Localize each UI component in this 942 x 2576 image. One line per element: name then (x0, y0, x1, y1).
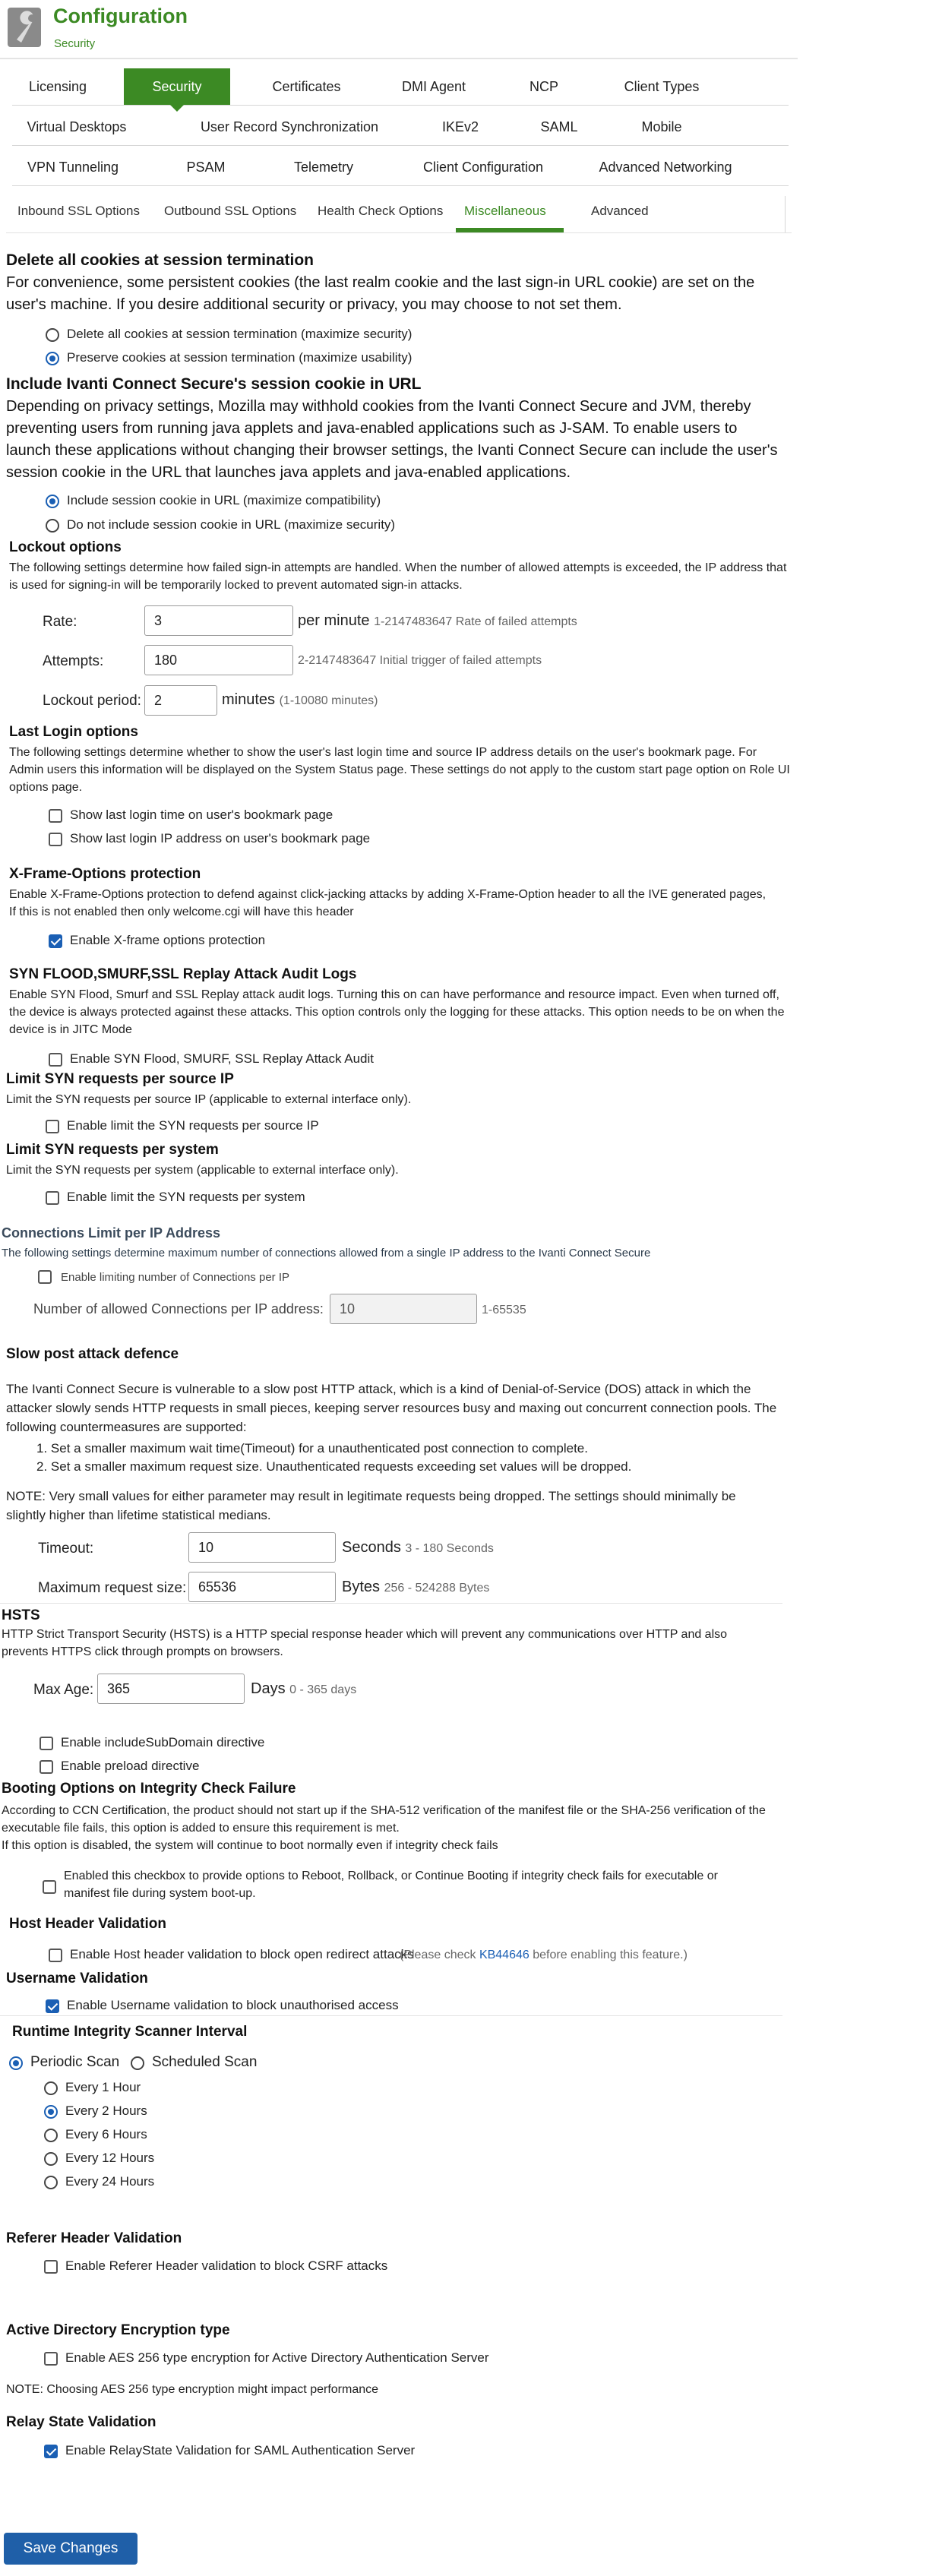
tab-security[interactable]: Security (124, 68, 230, 105)
preload-checkbox[interactable] (40, 1760, 53, 1774)
interval-label-12h: Every 12 Hours (65, 2151, 155, 2165)
delete-cookies-radio[interactable] (46, 328, 59, 342)
lockout-period-label: Lockout period: (43, 693, 141, 709)
interval-radio-12h[interactable] (44, 2152, 58, 2166)
host-header-checkbox[interactable] (49, 1949, 62, 1962)
username-validation-label: Enable Username validation to block unauthorised access (67, 1998, 399, 2012)
header-divider (0, 58, 798, 59)
rate-label: Rate: (43, 614, 77, 630)
slow-post-item-1: 1. Set a smaller maximum wait time(Timeout) for a unauthenticated post connection to complete. (36, 1441, 588, 1456)
slow-post-desc: The Ivanti Connect Secure is vulnerable to a slow post HTTP attack, which is a kind of Denial-of-Service (DOS) attack in which the attacker slowly sends HTTP requests in small pieces, keeping server resources busy and maxing out concurrent connection pools. The following countermeasures are supported: (6, 1382, 777, 1434)
referer-heading: Referer Header Validation (6, 2230, 182, 2246)
session-cookie-desc: Depending on privacy settings, Mozilla may withhold cookies from the Ivanti Connect Secure and JVM, thereby preventing users from running java applets and java-enabled applications such as J-SAM. To enable users to launch these applications without changing their browser settings, the Ivanti Connect Secure can include the user's session cookie in the URL that launches java applets and java-enabled applications. (6, 398, 778, 481)
xframe-checkbox[interactable] (49, 934, 62, 948)
exclude-session-cookie-radio[interactable] (46, 519, 59, 533)
xframe-heading: X-Frame-Options protection (9, 866, 201, 882)
booting-heading: Booting Options on Integrity Check Failure (2, 1781, 296, 1797)
preload-label: Enable preload directive (61, 1759, 200, 1773)
attempts-hint: 2-2147483647 Initial trigger of failed attempts (298, 654, 542, 667)
tab-ikev2[interactable]: IKEv2 (441, 119, 479, 134)
last-login-heading: Last Login options (9, 724, 138, 740)
periodic-scan-label: Periodic Scan (30, 2054, 120, 2070)
slow-post-note: NOTE: Very small values for either parameter may result in legitimate requests being dropped. The settings should minimally be slightly higher than lifetime statistical medians. (6, 1489, 736, 1522)
host-header-note: (Please check KB44646 before enabling this feature.) (400, 1949, 688, 1961)
conn-limit-checkbox[interactable] (38, 1270, 52, 1284)
ad-encryption-heading: Active Directory Encryption type (6, 2322, 230, 2338)
xframe-label: Enable X-frame options protection (70, 933, 266, 947)
syn-flood-desc: Enable SYN Flood, Smurf and SSL Replay attack audit logs. Turning this on can have performance and resource impact. Even when turned off, the device is always protected against these attacks. This option controls only the logging for these attacks. This option needs to be on when the device is in JITC Mode (9, 988, 785, 1036)
section-divider (0, 2015, 782, 2016)
lockout-heading: Lockout options (9, 539, 122, 555)
conn-limit-desc: The following settings determine maximum number of connections allowed from a single IP address to the Ivanti Connect Secure (2, 1247, 651, 1260)
syn-ip-desc: Limit the SYN requests per source IP (applicable to external interface only). (6, 1093, 412, 1106)
syn-ip-heading: Limit SYN requests per source IP (6, 1071, 234, 1087)
referer-checkbox[interactable] (44, 2260, 58, 2274)
cookies-heading: Delete all cookies at session termination (6, 251, 314, 269)
interval-radio-2h[interactable] (44, 2105, 58, 2119)
tab-client-configuration[interactable]: Client Configuration (422, 160, 544, 175)
relay-state-checkbox[interactable] (44, 2445, 58, 2458)
max-age-input[interactable] (97, 1674, 245, 1704)
tab-row-1 (12, 68, 789, 106)
conn-limit-input[interactable] (330, 1294, 477, 1324)
include-session-cookie-radio[interactable] (46, 495, 59, 508)
delete-cookies-label: Delete all cookies at session termination (maximize security) (67, 327, 413, 341)
save-changes-button[interactable]: Save Changes (4, 2533, 138, 2565)
lockout-period-input[interactable] (144, 685, 217, 716)
tab-telemetry[interactable]: Telemetry (293, 160, 354, 175)
ad-encryption-note: NOTE: Choosing AES 256 type encryption might impact performance (6, 2383, 379, 2396)
max-request-size-input[interactable] (188, 1572, 336, 1602)
interval-label-2h: Every 2 Hours (65, 2103, 147, 2118)
tab-licensing[interactable]: Licensing (28, 79, 87, 94)
conn-limit-heading: Connections Limit per IP Address (2, 1225, 221, 1241)
preserve-cookies-radio[interactable] (46, 352, 59, 365)
last-login-desc: The following settings determine whether to show the user's last login time and source IP address details on the user's bookmark page. For Admin users this information will be displayed on the System Status page. These settings do not apply to the custom start page option on Role UI options page. (9, 746, 790, 794)
relay-state-label: Enable RelayState Validation for SAML Authentication Server (65, 2443, 416, 2457)
subtab-outbound-ssl[interactable]: Outbound SSL Options (164, 204, 297, 218)
booting-desc-2: If this option is disabled, the system will continue to boot normally even if integrity check fails (2, 1839, 498, 1852)
subtab-miscellaneous[interactable]: Miscellaneous (464, 204, 546, 218)
attempts-input[interactable] (144, 645, 293, 675)
attempts-label: Attempts: (43, 653, 104, 669)
conn-limit-field-label: Number of allowed Connections per IP address: (33, 1301, 324, 1316)
lockout-period-unit: minutes (1-10080 minutes) (222, 691, 378, 708)
include-session-cookie-label: Include session cookie in URL (maximize compatibility) (67, 493, 381, 507)
hsts-heading: HSTS (2, 1607, 40, 1623)
booting-checkbox[interactable] (43, 1880, 56, 1894)
rate-input[interactable] (144, 605, 293, 636)
tab-dmi-agent[interactable]: DMI Agent (401, 79, 466, 94)
syn-system-label: Enable limit the SYN requests per system (67, 1190, 305, 1204)
slow-post-heading: Slow post attack defence (6, 1346, 179, 1362)
lockout-desc: The following settings determine how failed sign-in attempts are handled. When the number of allowed attempts is exceeded, the IP address that is used for signing-in will be temporarily locked to prevent automated sign-in attacks. (9, 561, 787, 592)
subtab-health-check[interactable]: Health Check Options (318, 204, 444, 218)
page-header (0, 0, 798, 57)
referer-label: Enable Referer Header validation to block CSRF attacks (65, 2258, 388, 2273)
syn-ip-checkbox[interactable] (46, 1120, 59, 1133)
host-header-heading: Host Header Validation (9, 1916, 166, 1932)
tab-row-2 (12, 109, 789, 146)
show-last-login-ip-label: Show last login IP address on user's bookmark page (70, 831, 371, 845)
interval-label-6h: Every 6 Hours (65, 2127, 147, 2141)
subtab-advanced[interactable]: Advanced (591, 204, 649, 218)
preserve-cookies-label: Preserve cookies at session termination (maximize usability) (67, 350, 413, 365)
booting-desc: According to CCN Certification, the product should not start up if the SHA-512 verification of the manifest file or the SHA-256 verification of the executable file fails, this option is added to ensure this requirement is met. (2, 1804, 766, 1835)
tab-client-types[interactable]: Client Types (624, 79, 700, 94)
username-heading: Username Validation (6, 1971, 148, 1987)
show-last-login-time-label: Show last login time on user's bookmark page (70, 808, 333, 822)
tab-virtual-desktops[interactable]: Virtual Desktops (27, 119, 127, 134)
conn-limit-label: Enable limiting number of Connections per IP (61, 1271, 289, 1284)
tab-vpn-tunneling[interactable]: VPN Tunneling (27, 160, 119, 175)
timeout-unit: Seconds 3 - 180 Seconds (342, 1539, 494, 1556)
session-cookie-heading: Include Ivanti Connect Secure's session cookie in URL (6, 375, 422, 393)
interval-radio-1h[interactable] (44, 2081, 58, 2095)
max-age-label: Max Age: (33, 1682, 94, 1698)
section-divider (0, 1603, 782, 1604)
tab-ncp[interactable]: NCP (529, 79, 558, 94)
syn-system-desc: Limit the SYN requests per system (applicable to external interface only). (6, 1164, 399, 1177)
tab-mobile[interactable]: Mobile (641, 119, 682, 134)
interval-radio-24h[interactable] (44, 2176, 58, 2189)
relay-state-heading: Relay State Validation (6, 2414, 156, 2430)
syn-system-heading: Limit SYN requests per system (6, 1142, 219, 1158)
max-request-size-unit: Bytes 256 - 524288 Bytes (342, 1579, 490, 1595)
tab-advanced-networking[interactable]: Advanced Networking (599, 160, 732, 175)
show-last-login-ip-checkbox[interactable] (49, 833, 62, 846)
max-age-unit: Days 0 - 365 days (251, 1680, 357, 1697)
host-header-label: Enable Host header validation to block open redirect attacks (70, 1947, 414, 1961)
syn-flood-checkbox[interactable] (49, 1053, 62, 1067)
kb-link[interactable]: KB44646 (479, 1949, 529, 1961)
max-request-size-label: Maximum request size: (38, 1580, 187, 1596)
interval-label-1h: Every 1 Hour (65, 2080, 141, 2094)
tab-saml[interactable]: SAML (540, 119, 578, 134)
booting-label: Enabled this checkbox to provide options to Reboot, Rollback, or Continue Booting if integrity check fails for executable or manifest file during system boot-up. (64, 1870, 718, 1900)
integrity-heading: Runtime Integrity Scanner Interval (12, 2024, 248, 2040)
page-title: Configuration (53, 5, 188, 27)
scheduled-scan-radio[interactable] (131, 2056, 144, 2070)
scheduled-scan-label: Scheduled Scan (152, 2054, 258, 2070)
cookies-desc: For convenience, some persistent cookies (the last realm cookie and the last sign-in URL cookie) are set on the user's machine. If you desire additional security or privacy, you may choose to not set them. (6, 274, 755, 313)
conn-limit-hint: 1-65535 (482, 1304, 526, 1316)
tab-psam[interactable]: PSAM (186, 160, 226, 175)
syn-ip-label: Enable limit the SYN requests per source IP (67, 1118, 319, 1133)
tab-row-3 (12, 149, 789, 186)
slow-post-item-2: 2. Set a smaller maximum request size. Unauthenticated requests exceeding set values will be dropped. (36, 1459, 632, 1474)
ad-encryption-label: Enable AES 256 type encryption for Active Directory Authentication Server (65, 2350, 489, 2365)
syn-system-checkbox[interactable] (46, 1191, 59, 1205)
include-subdomain-label: Enable includeSubDomain directive (61, 1735, 265, 1749)
hsts-desc: HTTP Strict Transport Security (HSTS) is a HTTP special response header which will prevent any communications over HTTP and also prevents HTTPS click through prompts on browsers. (2, 1628, 728, 1658)
subtab-inbound-ssl[interactable]: Inbound SSL Options (17, 204, 140, 218)
syn-flood-label: Enable SYN Flood, SMURF, SSL Replay Attack Audit (70, 1051, 375, 1066)
subtab-divider (785, 196, 786, 232)
interval-radio-6h[interactable] (44, 2129, 58, 2142)
subtab-active-indicator (456, 228, 564, 232)
ad-encryption-checkbox[interactable] (44, 2352, 58, 2366)
syn-flood-heading: SYN FLOOD,SMURF,SSL Replay Attack Audit Logs (9, 966, 357, 982)
rate-unit: per minute 1-2147483647 Rate of failed attempts (298, 612, 577, 629)
timeout-label: Timeout: (38, 1541, 94, 1557)
xframe-desc: Enable X-Frame-Options protection to defend against click-jacking attacks by adding X-Frame-Option header to all the IVE generated pages, If this is not enabled then only welcome.cgi will have this header (9, 888, 767, 918)
wrench-icon (6, 6, 43, 49)
include-subdomain-checkbox[interactable] (40, 1737, 53, 1750)
periodic-scan-radio[interactable] (9, 2056, 23, 2070)
sub-tab-bar (6, 196, 792, 233)
timeout-input[interactable] (188, 1532, 336, 1563)
show-last-login-time-checkbox[interactable] (49, 809, 62, 823)
username-validation-checkbox[interactable] (46, 1999, 59, 2013)
exclude-session-cookie-label: Do not include session cookie in URL (maximize security) (67, 517, 396, 532)
tab-certificates[interactable]: Certificates (272, 79, 341, 94)
tab-user-record-sync[interactable]: User Record Synchronization (200, 119, 379, 134)
page-subtitle: Security (54, 37, 96, 50)
interval-label-24h: Every 24 Hours (65, 2174, 155, 2189)
